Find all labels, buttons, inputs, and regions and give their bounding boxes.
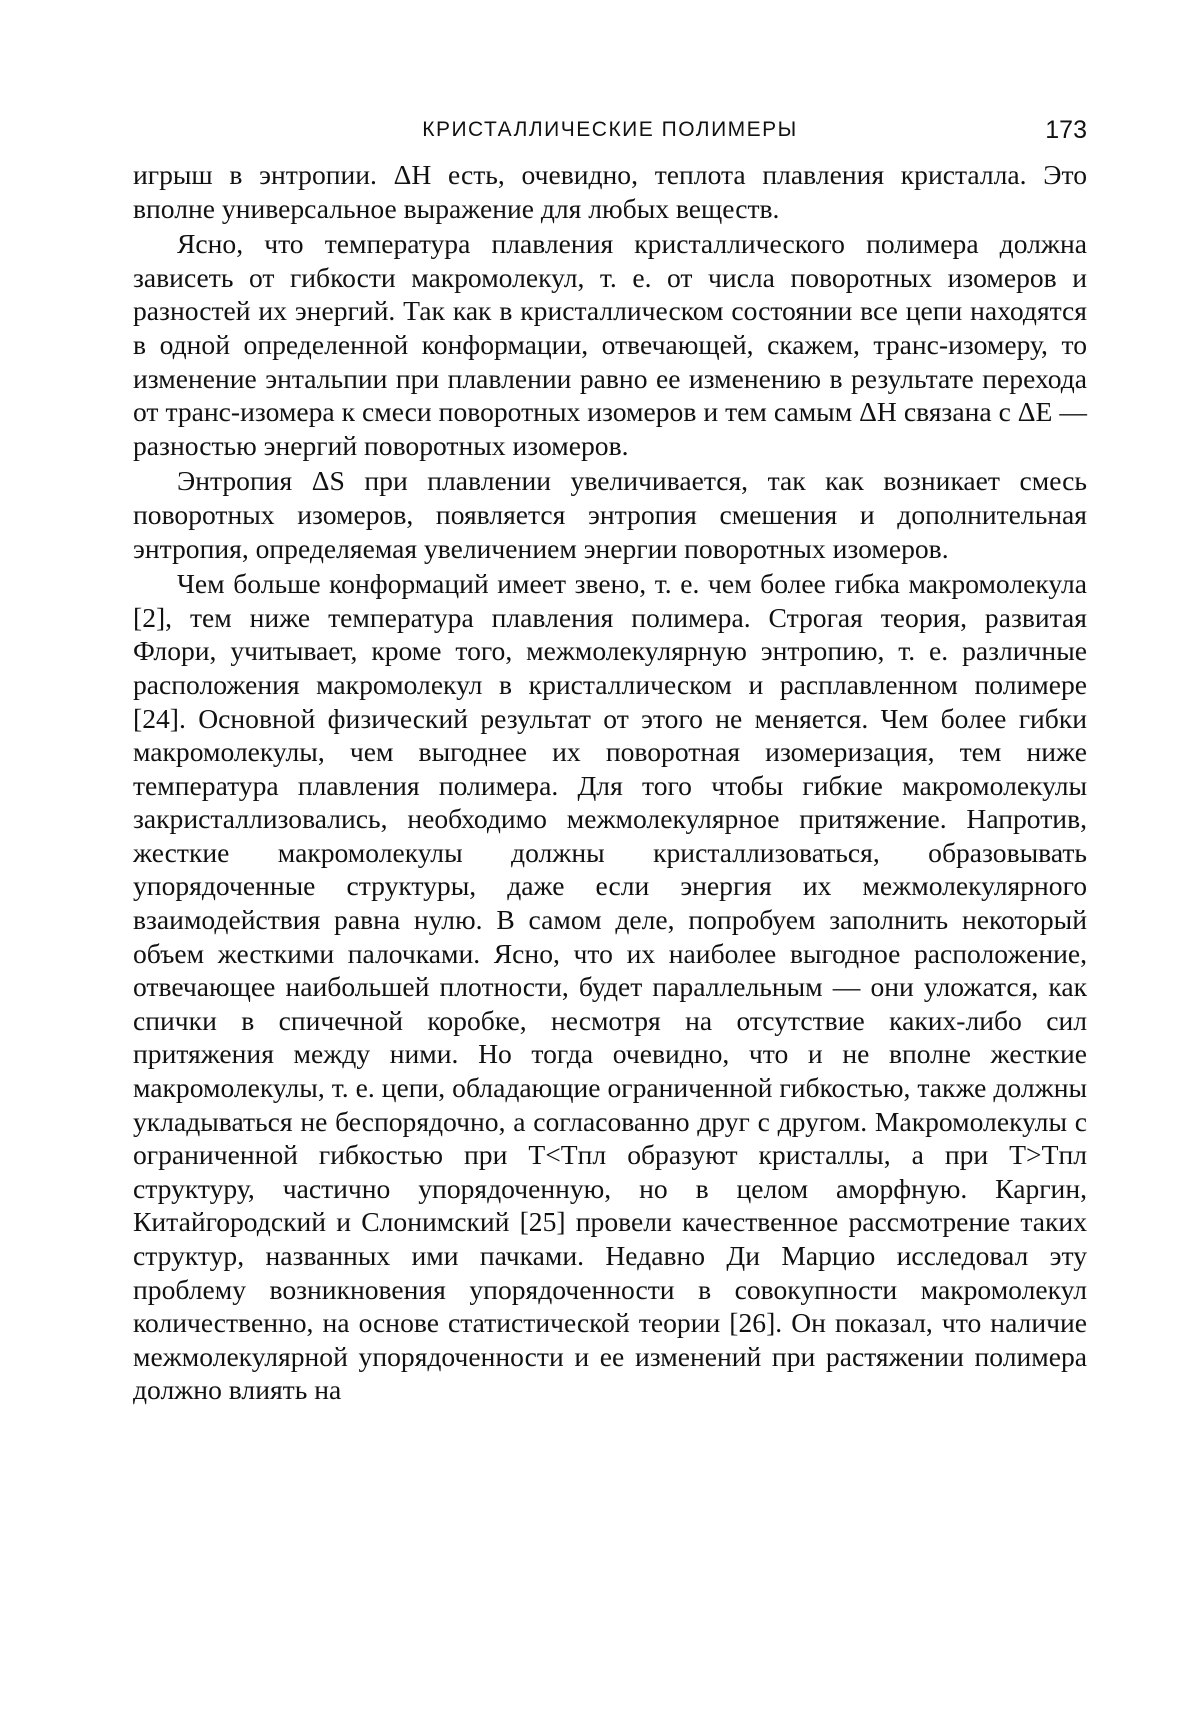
page-header	[133, 118, 1087, 158]
paragraph-3: Энтропия ΔS при плавлении увеличивается, так как возникает смесь поворотных изомеров, появляется энтропия смешения и дополнительная энтропия, определяемая увеличением энергии поворотных изомеров.	[133, 464, 1087, 565]
running-title: КРИСТАЛЛИЧЕСКИЕ ПОЛИМЕРЫ	[133, 118, 1087, 142]
paragraph-1: игрыш в энтропии. ΔH есть, очевидно, теплота плавления кристалла. Это вполне универсальное выражение для любых веществ.	[133, 158, 1087, 225]
page-number: 173	[1045, 116, 1087, 145]
paragraph-2: Ясно, что температура плавления кристаллического полимера должна зависеть от гибкости макромолекул, т. е. от числа поворотных изомеров и разностей их энергий. Так как в кристаллическом состоянии все цепи находятся в одной определенной конформации, отвечающей, скажем, транс-изомеру, то изменение энтальпии при плавлении равно ее изменению в результате перехода от транс-изомера к смеси поворотных изомеров и тем самым ΔH связана с ΔE — разностью энергий поворотных изомеров.	[133, 227, 1087, 462]
body-text	[133, 158, 1087, 1407]
paragraph-4: Чем больше конформаций имеет звено, т. е. чем более гибка макромолекула [2], тем ниже температура плавления полимера. Строгая теория, развитая Флори, учитывает, кроме того, межмолекулярную энтропию, т. е. различные расположения макромолекул в кристаллическом и расплавленном полимере [24]. Основной физический результат от этого не меняется. Чем более гибки макромолекулы, чем выгоднее их поворотная изомеризация, тем ниже температура плавления полимера. Для того чтобы гибкие макромолекулы закристаллизовались, необходимо межмолекулярное притяжение. Напротив, жесткие макромолекулы должны кристаллизоваться, образовывать упорядоченные структуры, даже если энергия их межмолекулярного взаимодействия равна нулю. В самом деле, попробуем заполнить некоторый объем жесткими палочками. Ясно, что их наиболее выгодное расположение, отвечающее наибольшей плотности, будет параллельным — они уложатся, как спички в спичечной коробке, несмотря на отсутствие каких-либо сил притяжения между ними. Но тогда очевидно, что и не вполне жесткие макромолекулы, т. е. цепи, обладающие ограниченной гибкостью, также должны укладываться не беспорядочно, а согласованно друг с другом. Макромолекулы с ограниченной гибкостью при T<Tпл образуют кристаллы, а при T>Tпл структуру, частично упорядоченную, но в целом аморфную. Каргин, Китайгородский и Слонимский [25] провели качественное рассмотрение таких структур, названных ими пачками. Недавно Ди Марцио исследовал эту проблему возникновения упорядоченности в совокупности макромолекул количественно, на основе статистической теории [26]. Он показал, что наличие межмолекулярной упорядоченности и ее изменений при растяжении полимера должно влиять на	[133, 567, 1087, 1407]
